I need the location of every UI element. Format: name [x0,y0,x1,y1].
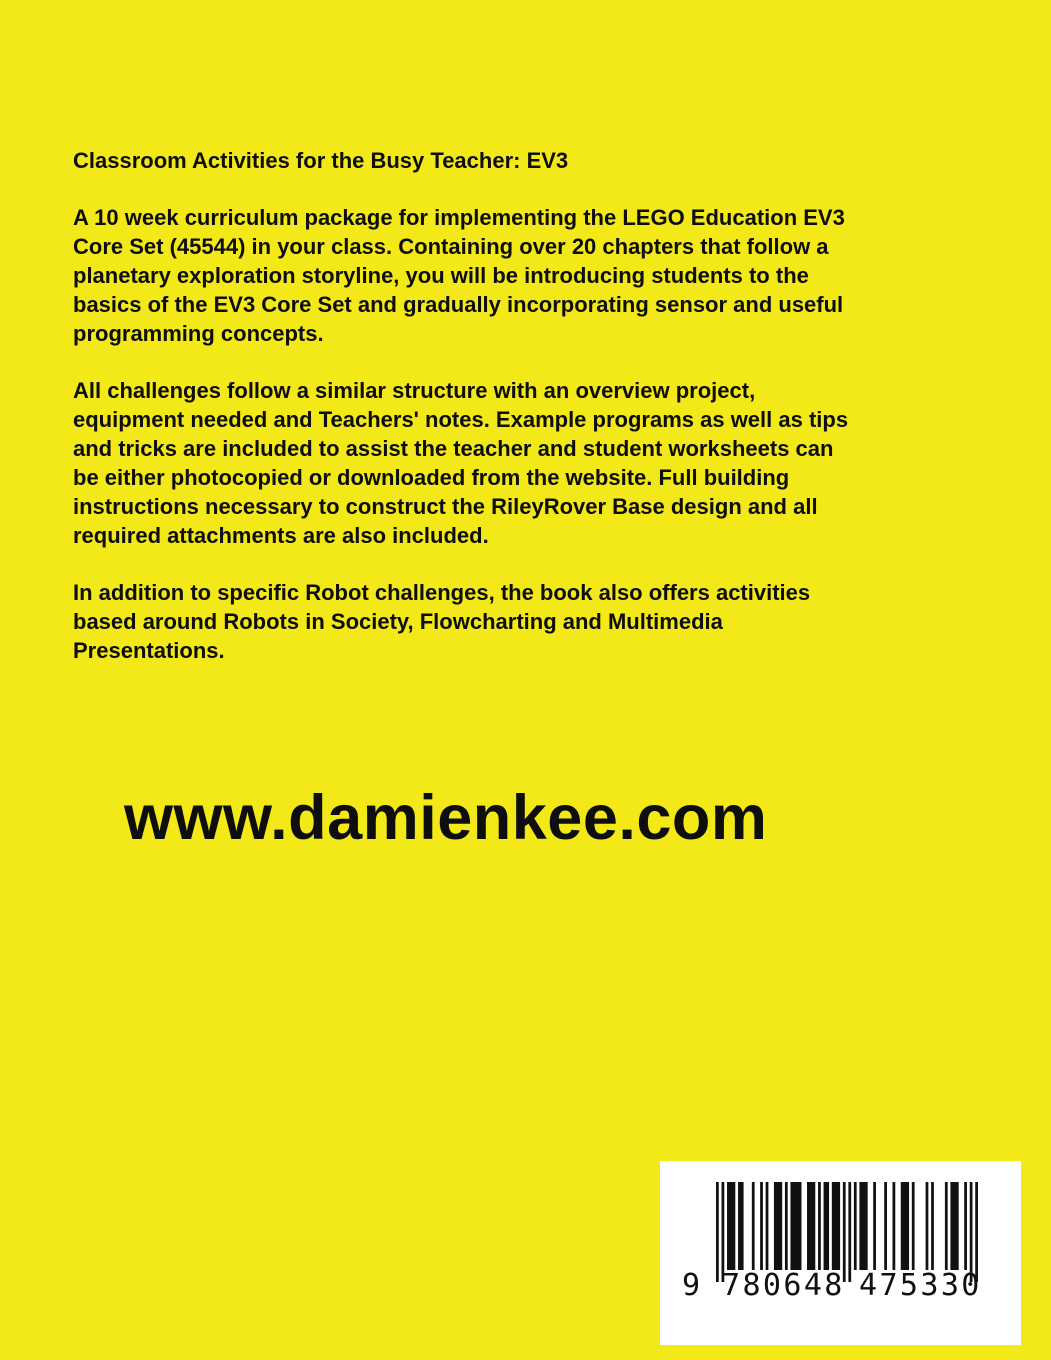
isbn-barcode [660,1161,1021,1345]
barcode-bar [950,1182,958,1270]
barcode-bar [774,1182,782,1270]
barcode-bar [912,1182,915,1270]
paragraph-line: Presentations. [73,638,225,663]
barcode-bar [893,1182,896,1270]
barcode-bar [752,1182,755,1270]
barcode-bar [716,1182,719,1282]
barcode-bar [964,1182,967,1270]
barcode-bar [854,1182,857,1270]
barcode-bar [970,1182,973,1282]
isbn-left-group: 780648 [722,1268,845,1303]
isbn-right-group: 475330 [859,1268,982,1303]
description-paragraph [73,203,845,348]
barcode-bar [884,1182,887,1270]
website-url: www.damienkee.com [124,783,768,853]
additional-activities-paragraph [73,578,810,665]
barcode-bar [722,1182,725,1282]
isbn-number [678,1269,1008,1309]
barcode-bar [873,1182,876,1270]
paragraph-line: basics of the EV3 Core Set and gradually incorporating sensor and useful [73,292,844,317]
barcode-bar [926,1182,929,1270]
paragraph-line: Core Set (45544) in your class. Containing over 20 chapters that follow a [73,234,829,259]
paragraph-line: required attachments are also included. [73,523,489,548]
book-title: Classroom Activities for the Busy Teacher: EV3 [73,148,569,173]
barcode-bar [859,1182,867,1270]
paragraph-line: be either photocopied or downloaded from the website. Full building [73,465,790,490]
barcode-bar [975,1182,978,1282]
paragraph-line: instructions necessary to construct the RileyRover Base design and all [73,494,818,519]
barcode-bar [766,1182,769,1270]
barcode-bar [848,1182,851,1282]
barcode-bar [807,1182,815,1270]
barcode-bar [945,1182,948,1270]
barcode-bars [716,1182,978,1282]
paragraph-line: programming concepts. [73,321,324,346]
challenges-paragraph [73,376,848,550]
barcode-bar [901,1182,909,1270]
paragraph-line: All challenges follow a similar structure with an overview project, [73,378,756,403]
barcode-bar [790,1182,801,1270]
barcode-bar [824,1182,830,1270]
paragraph-line: equipment needed and Teachers' notes. Example programs as well as tips [73,407,849,432]
barcode-bar [818,1182,821,1270]
barcode-bar [760,1182,763,1270]
paragraph-line: A 10 week curriculum package for implementing the LEGO Education EV3 [73,205,845,230]
barcode-bar [832,1182,840,1270]
paragraph-line: planetary exploration storyline, you will be introducing students to the [73,263,809,288]
barcode-bar [843,1182,846,1282]
paragraph-line: based around Robots in Society, Flowcharting and Multimedia [73,609,723,634]
isbn-lead-digit: 9 [682,1268,701,1303]
barcode-bar [785,1182,788,1270]
barcode-bar [727,1182,735,1270]
paragraph-line: In addition to specific Robot challenges, the book also offers activities [73,580,811,605]
barcode-bar [738,1182,744,1270]
barcode-bar [931,1182,934,1270]
paragraph-line: and tricks are included to assist the teacher and student worksheets can [73,436,834,461]
